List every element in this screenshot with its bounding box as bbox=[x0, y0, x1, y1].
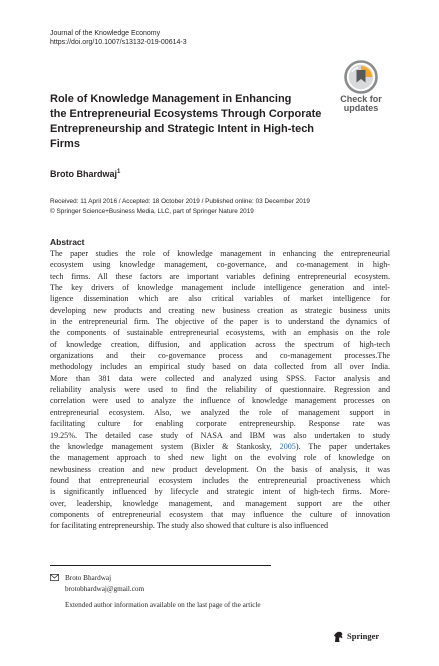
journal-header bbox=[50, 29, 187, 47]
abstract-line: ecosystem using knowledge management, co-governance, and co-management in high- bbox=[50, 260, 390, 270]
abstract-line: the management approach to shed new light on the evolving role of knowledge on bbox=[50, 453, 390, 463]
abstract-line: over, leadership, knowledge management, and management support are the other bbox=[50, 498, 390, 508]
title-line: Role of Knowledge Management in Enhancing bbox=[50, 93, 292, 105]
footnote-divider bbox=[50, 565, 271, 566]
abstract-line: More than 381 data were collected and analyzed using SPSS. Factor analysis and bbox=[50, 373, 390, 383]
journal-name: Journal of the Knowledge Economy bbox=[50, 30, 161, 37]
abstract-line: for facilitating entrepreneurship. The study also showed that culture is also influenced bbox=[50, 521, 329, 531]
abstract-line: tech firms. All these factors are important variables defining entrepreneurial ecosystem. bbox=[50, 271, 390, 281]
contact-email[interactable]: brotobhardwaj@gmail.com bbox=[65, 585, 145, 593]
abstract-line: found that entrepreneurial ecosystem includes the entrepreneurial proactiveness which bbox=[50, 475, 390, 485]
abstract-line: correlation were used to analyze the influence of knowledge management processes on bbox=[50, 396, 390, 406]
publisher-name: Springer bbox=[347, 631, 380, 641]
author-line bbox=[50, 169, 120, 179]
abstract-line: entrepreneurial ecosystem. Also, we analyzed the role of management support in bbox=[50, 407, 390, 417]
abstract-line: components of entrepreneurial ecosystem that may influence the culture of innovation bbox=[50, 509, 390, 519]
title-line: Entrepreneurship and Strategic Intent in High-tech bbox=[50, 123, 315, 135]
abstract-line: reliability analysis were used to find the reliability of questionnaire. Regression and bbox=[50, 385, 390, 395]
badge-line-1: Check for bbox=[340, 94, 382, 104]
abstract-line: in the entrepreneurial firm. The objective of the paper is to understand the dynamics of bbox=[50, 317, 390, 327]
title-line: Firms bbox=[50, 138, 80, 150]
author-affiliation-marker[interactable]: 1 bbox=[117, 169, 121, 175]
abstract-line: methodology includes an empirical study based on data collected from all over India. bbox=[50, 362, 390, 372]
extended-author-info: Extended author information available on the last page of the article bbox=[65, 601, 261, 609]
check-for-updates-icon bbox=[344, 60, 378, 94]
abstract-line: ligence dissemination which are also critical variables of market intelligence for bbox=[50, 294, 390, 304]
copyright-text: Springer Science+Business Media, LLC, part of Springer Nature 2019 bbox=[56, 208, 254, 215]
springer-horse-icon bbox=[333, 631, 344, 643]
copyright-symbol: © bbox=[50, 208, 55, 215]
abstract-line: is significantly influenced by lifecycle and strategic intent of high-tech firms. More- bbox=[50, 487, 390, 497]
citation-lead: the knowledge management system (Bixler & Stankosky, bbox=[50, 441, 280, 451]
abstract-line: facilitating culture for enabling corporate entrepreneurship. Response rate was bbox=[50, 419, 390, 429]
abstract-line: newbusiness creation and new product development. On the basis of analysis, it was bbox=[50, 464, 390, 474]
doi-link[interactable]: https://doi.org/10.1007/s13132-019-00614-3 bbox=[50, 39, 187, 46]
abstract-heading: Abstract bbox=[50, 237, 85, 247]
author-name[interactable]: Broto Bhardwaj bbox=[50, 169, 118, 179]
citation-tail: ). The paper undertakes bbox=[295, 441, 390, 451]
abstract-line: The key drivers of knowledge management include intelligence generation and intel- bbox=[50, 283, 390, 293]
badge-line-2: updates bbox=[343, 103, 379, 113]
contact-name: Broto Bhardwaj bbox=[65, 574, 112, 582]
citation-link[interactable]: 2005 bbox=[279, 441, 296, 451]
abstract-line: The paper studies the role of knowledge management in enhancing the entrepreneurial bbox=[50, 249, 390, 258]
abstract-line-with-citation bbox=[50, 441, 390, 452]
check-for-updates-badge[interactable] bbox=[334, 60, 388, 126]
abstract-line: of knowledge creation, diffusion, and application across the spectrum of high-tech bbox=[50, 339, 390, 349]
publication-dates bbox=[50, 197, 310, 217]
article-title bbox=[50, 92, 340, 152]
copyright-line bbox=[50, 207, 310, 217]
abstract-line: developing new products and creating new business creation as strategic business units bbox=[50, 305, 390, 315]
envelope-icon bbox=[50, 574, 59, 581]
abstract-line: organizations and their co-governance process and co-management processes.The bbox=[50, 351, 390, 361]
abstract-line: 19.25%. The detailed case study of NASA and IBM was also undertaken to study bbox=[50, 430, 390, 440]
abstract-line: the components of sustainable entrepreneurial ecosystems, with an emphasis on the role bbox=[50, 328, 390, 338]
dates-line: Received: 11 April 2016 / Accepted: 18 October 2019 / Published online: 03 December 2019 bbox=[50, 198, 310, 205]
title-line: the Entrepreneurial Ecosystems Through Corporate bbox=[50, 108, 322, 120]
springer-logo bbox=[333, 631, 393, 645]
abstract-body bbox=[50, 248, 390, 532]
